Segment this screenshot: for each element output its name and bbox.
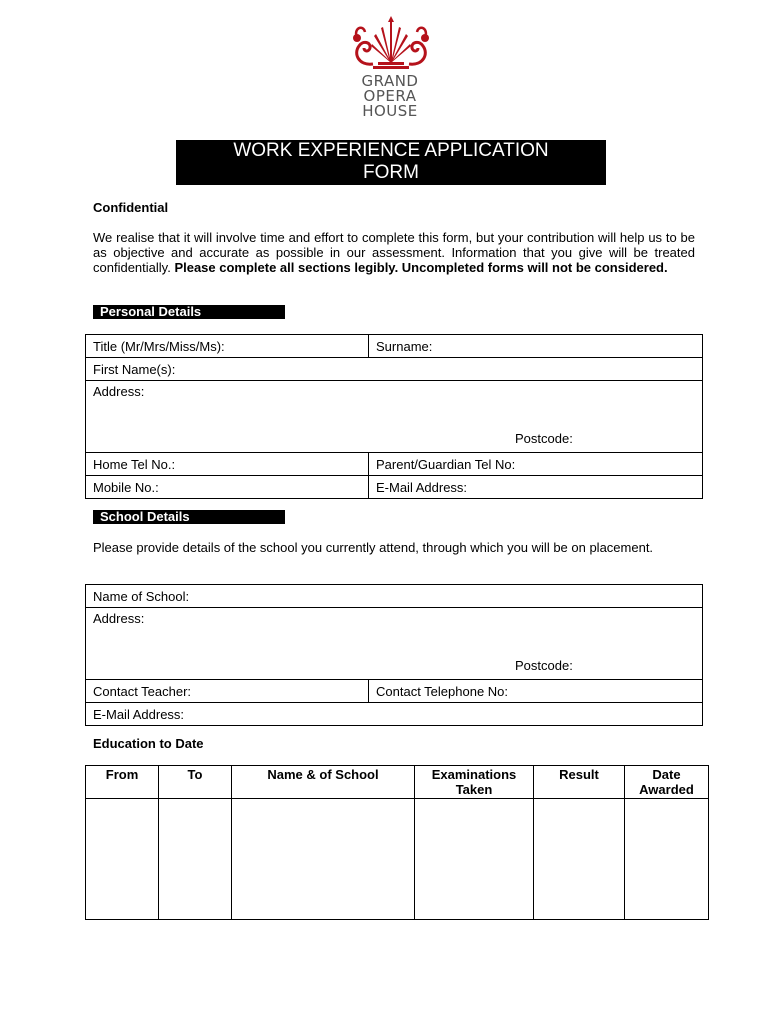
from-cell[interactable]	[86, 799, 159, 920]
address-label: Address:	[93, 384, 145, 399]
email-label: E-Mail Address:	[376, 479, 468, 495]
first-names-label: First Name(s):	[93, 361, 176, 377]
school-name-field[interactable]	[86, 585, 703, 608]
confidential-body: We realise that it will involve time and effort to complete this form, but your contribution will help us to be as objective and accurate as possible in our assessment. Information that you give will be treated confidentially.	[93, 230, 695, 275]
col-to: To	[159, 766, 232, 799]
school-email-field[interactable]	[86, 703, 703, 726]
grand-opera-house-logo	[345, 14, 435, 118]
col-school-name: Name & of School	[232, 766, 415, 799]
school-details-heading: School Details	[93, 510, 285, 524]
school-intro-text: Please provide details of the school you currently attend, through which you will be on placement.	[93, 540, 654, 555]
logo-text	[345, 74, 435, 119]
postcode-label: Postcode:	[515, 431, 573, 446]
form-title-line-2: FORM	[363, 162, 419, 183]
col-result: Result	[534, 766, 625, 799]
date-awarded-cell[interactable]	[625, 799, 709, 920]
contact-teacher-label: Contact Teacher:	[93, 683, 192, 699]
guardian-tel-label: Parent/Guardian Tel No:	[376, 456, 516, 472]
form-title	[176, 140, 606, 185]
logo-line-3: HOUSE	[362, 102, 418, 120]
education-header-row	[86, 766, 709, 799]
personal-details-table	[85, 334, 703, 499]
home-tel-label: Home Tel No.:	[93, 456, 176, 472]
school-details-table	[85, 584, 703, 726]
guardian-tel-field[interactable]	[369, 453, 703, 476]
result-cell[interactable]	[534, 799, 625, 920]
school-email-label: E-Mail Address:	[93, 706, 185, 722]
logo-line-2: OPERA	[363, 87, 417, 105]
school-name-label: Name of School:	[93, 588, 190, 604]
confidential-text	[93, 230, 695, 275]
school-name-cell[interactable]	[232, 799, 415, 920]
education-entry-row	[86, 799, 709, 920]
school-address-field[interactable]	[86, 608, 703, 680]
opera-house-emblem-icon	[345, 14, 435, 72]
contact-phone-field[interactable]	[369, 680, 703, 703]
contact-phone-label: Contact Telephone No:	[376, 683, 509, 699]
first-names-field[interactable]	[86, 358, 703, 381]
confidential-emphasis: Please complete all sections legibly. Uncompleted forms will not be considered.	[174, 260, 668, 275]
col-examinations: Examinations Taken	[415, 766, 534, 799]
school-postcode-label: Postcode:	[515, 658, 573, 673]
address-field[interactable]	[86, 381, 703, 453]
personal-details-heading: Personal Details	[93, 305, 285, 319]
education-heading: Education to Date	[93, 736, 204, 751]
confidential-heading: Confidential	[93, 200, 169, 215]
col-date-awarded: Date Awarded	[625, 766, 709, 799]
title-label: Title (Mr/Mrs/Miss/Ms):	[93, 338, 225, 354]
logo-line-1: GRAND	[361, 72, 419, 90]
education-table	[85, 765, 709, 920]
col-from: From	[86, 766, 159, 799]
surname-label: Surname:	[376, 338, 433, 354]
contact-teacher-field[interactable]	[86, 680, 369, 703]
surname-field[interactable]	[369, 335, 703, 358]
mobile-field[interactable]	[86, 476, 369, 499]
examinations-cell[interactable]	[415, 799, 534, 920]
home-tel-field[interactable]	[86, 453, 369, 476]
mobile-label: Mobile No.:	[93, 479, 159, 495]
to-cell[interactable]	[159, 799, 232, 920]
title-field[interactable]	[86, 335, 369, 358]
email-field[interactable]	[369, 476, 703, 499]
school-address-label: Address:	[93, 611, 145, 626]
form-title-line-1: WORK EXPERIENCE APPLICATION	[233, 140, 549, 161]
